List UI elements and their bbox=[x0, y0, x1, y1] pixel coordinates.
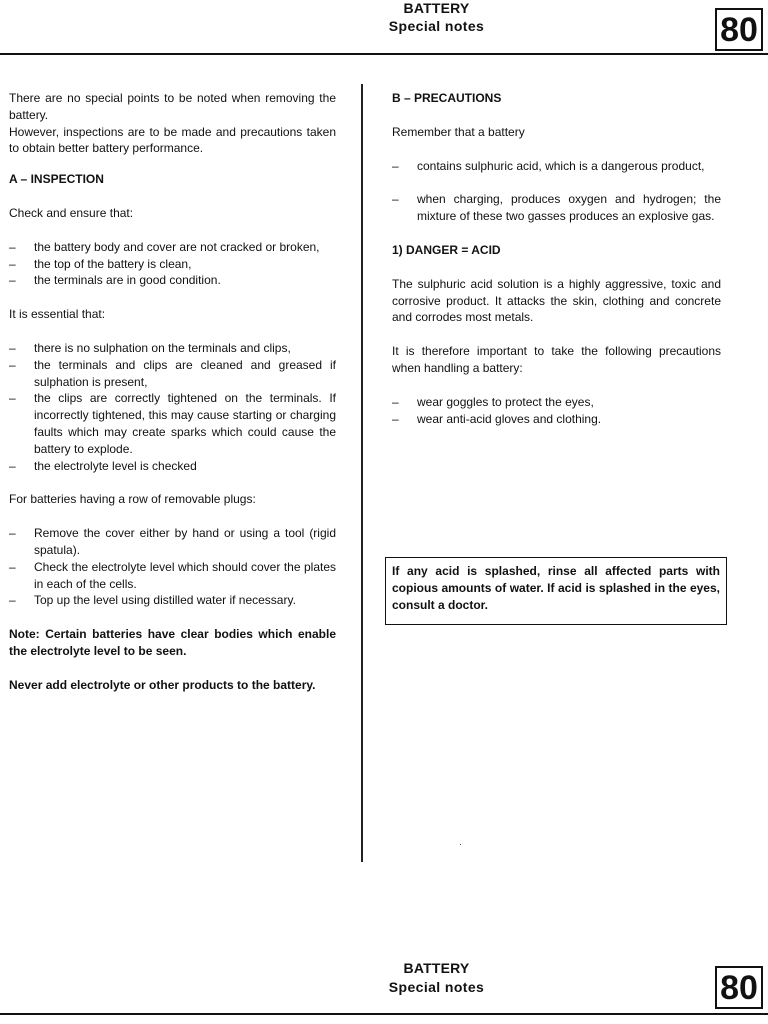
header-subtitle: Special notes bbox=[388, 18, 485, 34]
handling-list bbox=[392, 394, 721, 428]
header-rule bbox=[0, 53, 768, 55]
intro-paragraph-1: There are no special points to be noted when removing the battery. bbox=[9, 91, 336, 122]
footer-subtitle: Special notes bbox=[388, 979, 485, 995]
never-paragraph: Never add electrolyte or other products to the battery. bbox=[9, 677, 316, 692]
footer-title: BATTERY bbox=[403, 960, 470, 976]
check-list bbox=[9, 239, 336, 289]
header-page-number: 80 bbox=[715, 8, 763, 51]
list-item: – Top up the level using distilled water if necessary. bbox=[9, 592, 336, 609]
footer-rule bbox=[0, 1013, 768, 1015]
list-item: – the terminals and clips are cleaned and greased if sulphation is present, bbox=[9, 357, 336, 391]
plugs-intro: For batteries having a row of removable plugs: bbox=[9, 492, 256, 507]
list-item: – when charging, produces oxygen and hydrogen; the mixture of these two gasses produces an explosive gas. bbox=[392, 191, 721, 225]
inspection-heading: A – INSPECTION bbox=[9, 172, 104, 187]
acid-warning-box: If any acid is splashed, rinse all affected parts with copious amounts of water. If acid is splashed in the eyes, consult a doctor. bbox=[385, 557, 727, 625]
list-item: – there is no sulphation on the terminals and clips, bbox=[9, 340, 336, 357]
footer-page-number: 80 bbox=[715, 966, 763, 1009]
essential-list bbox=[9, 340, 336, 474]
essential-intro: It is essential that: bbox=[9, 307, 106, 322]
header-title: BATTERY bbox=[403, 0, 470, 16]
check-intro: Check and ensure that: bbox=[9, 205, 134, 220]
list-item: – Check the electrolyte level which should cover the plates in each of the cells. bbox=[9, 559, 336, 593]
list-item: – the battery body and cover are not cracked or broken, bbox=[9, 239, 336, 256]
list-item: – contains sulphuric acid, which is a dangerous product, bbox=[392, 158, 721, 175]
list-item: – wear goggles to protect the eyes, bbox=[392, 394, 721, 411]
right-column bbox=[392, 90, 721, 427]
therefore-paragraph: It is therefore important to take the following precautions when handling a battery: bbox=[392, 344, 721, 375]
list-item: – Remove the cover either by hand or using a tool (rigid spatula). bbox=[9, 525, 336, 559]
list-item: – wear anti-acid gloves and clothing. bbox=[392, 411, 721, 428]
scan-speck bbox=[460, 844, 461, 845]
list-item: – the clips are correctly tightened on the terminals. If incorrectly tightened, this may cause starting or charging faults which may create sparks which could cause the battery to explode. bbox=[9, 390, 336, 457]
danger-heading: 1) DANGER = ACID bbox=[392, 242, 501, 257]
note-paragraph: Note: Certain batteries have clear bodies which enable the electrolyte level to be seen. bbox=[9, 627, 336, 658]
left-column bbox=[9, 90, 336, 694]
list-item: – the terminals are in good condition. bbox=[9, 272, 336, 289]
plugs-list bbox=[9, 525, 336, 609]
battery-list bbox=[392, 158, 721, 225]
list-item: – the electrolyte level is checked bbox=[9, 458, 336, 475]
acid-paragraph: The sulphuric acid solution is a highly aggressive, toxic and corrosive product. It attacks the skin, clothing and concrete and corrodes most metals. bbox=[392, 276, 721, 325]
remember-text: Remember that a battery bbox=[392, 124, 525, 139]
intro-paragraph-2: However, inspections are to be made and precautions taken to obtain better battery performance. bbox=[9, 124, 336, 156]
column-divider bbox=[361, 84, 363, 862]
list-item: – the top of the battery is clean, bbox=[9, 256, 336, 273]
precautions-heading: B – PRECAUTIONS bbox=[392, 91, 502, 105]
